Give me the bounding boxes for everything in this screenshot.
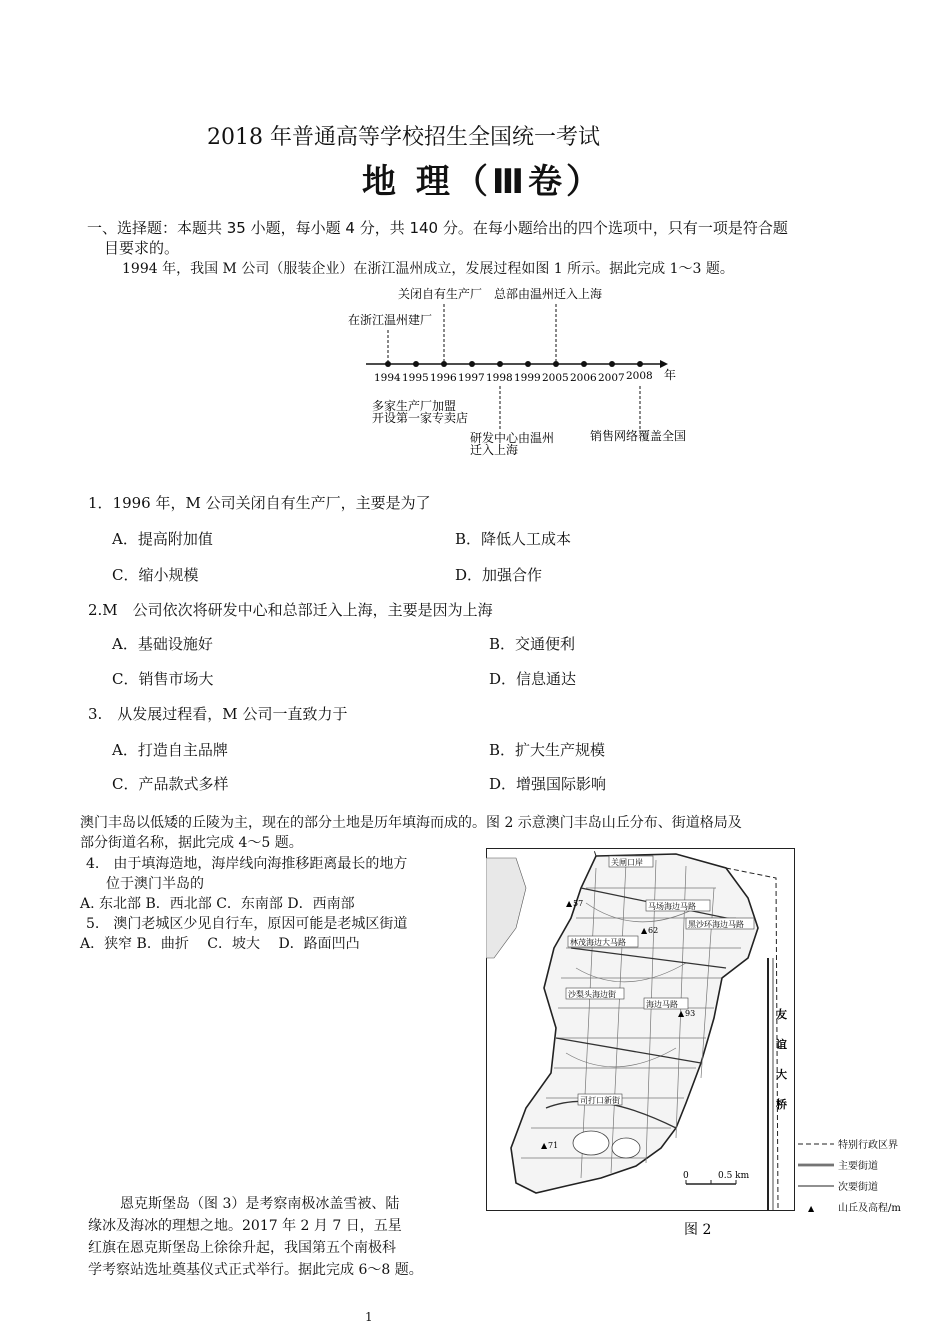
street-label: 关闸口岸: [611, 858, 643, 867]
question-2-option-b: B．交通便利: [489, 635, 576, 653]
hill-icon: ▲: [678, 1009, 685, 1018]
question-1-option-a: A．提高附加值: [112, 530, 213, 548]
street-label: 沙梨头海边街: [568, 990, 616, 999]
timeline-figure: [340, 282, 720, 462]
question-2-stem: 2.M 公司依次将研发中心和总部迁入上海，主要是因为上海: [88, 601, 493, 619]
event-hq-move: 总部由温州迁入上海: [494, 287, 603, 301]
year-label: 1997: [458, 372, 485, 384]
question-1-option-d: D．加强合作: [455, 566, 543, 584]
hill-icon: ▲: [541, 1141, 548, 1150]
hill-height: 93: [685, 1009, 696, 1018]
year-label: 2006: [570, 372, 597, 384]
bridge-label: 谊: [776, 1038, 787, 1051]
antarctica-line1: 恩克斯堡岛（图 3）是考察南极冰盖雪被、陆: [120, 1196, 400, 1212]
question-4-line1: 4. 由于填海造地，海岸线向海推移距离最长的地方: [86, 856, 408, 872]
question-4-line2: 位于澳门半岛的: [106, 876, 204, 892]
year-label: 1995: [402, 372, 429, 384]
year-label: 1996: [430, 372, 457, 384]
scale-distance: 0.5 km: [718, 1171, 750, 1181]
macau-intro-line1: 澳门丰岛以低矮的丘陵为主，现在的部分土地是历年填海而成的。图 2 示意澳门丰岛山丘分布、街道格局及: [80, 815, 742, 831]
antarctica-line4: 学考察站选址奠基仪式正式举行。据此完成 6～8 题。: [88, 1262, 423, 1278]
map-legend: [798, 1138, 901, 1214]
map-caption: 图 2: [684, 1222, 712, 1238]
question-2-option-a: A．基础设施好: [112, 635, 213, 653]
question-3-option-b: B．扩大生产规模: [489, 741, 606, 759]
year-label: 2007: [598, 372, 625, 384]
question-3-option-a: A．打造自主品牌: [112, 741, 228, 759]
hill-icon: ▲: [566, 899, 573, 908]
year-unit: 年: [664, 368, 677, 382]
question-2-option-c: C．销售市场大: [112, 670, 214, 688]
question-3-option-c: C．产品款式多样: [112, 775, 229, 793]
year-label: 1994: [374, 372, 401, 384]
hill-height: 62: [648, 926, 659, 935]
year-label: 1999: [514, 372, 541, 384]
event-network: 销售网络覆盖全国: [590, 429, 687, 443]
event-rd-line2: 迁入上海: [470, 443, 519, 457]
bridge-label: 桥: [776, 1098, 787, 1111]
question-1-option-b: B．降低人工成本: [455, 530, 572, 548]
street-label: 司打口新街: [580, 1096, 620, 1105]
section-heading-line2: 目要求的。: [104, 239, 180, 257]
question-1-stem: 1．1996 年，M 公司关闭自有生产厂，主要是为了: [88, 494, 431, 512]
event-close-factory: 关闭自有生产厂: [398, 287, 483, 301]
event-founded: 在浙江温州建厂: [348, 313, 433, 327]
macau-map-figure: [486, 848, 914, 1240]
street-label: 黑沙环海边马路: [688, 920, 744, 929]
exam-title: 2018 年普通高等学校招生全国统一考试: [207, 125, 600, 150]
question-2-option-d: D．信息通达: [489, 670, 577, 688]
year-label: 2005: [542, 372, 569, 384]
bridge-label: 友: [776, 1008, 787, 1021]
legend-boundary: 特别行政区界: [838, 1140, 898, 1151]
question-1-option-c: C．缩小规模: [112, 566, 199, 584]
street-label: 马场海边马路: [648, 902, 696, 911]
street-label: 林茂海边大马路: [570, 938, 626, 947]
event-join-line1: 多家生产厂加盟: [372, 399, 457, 413]
legend-secondary-street: 次要街道: [838, 1182, 878, 1193]
question-3-option-d: D．增强国际影响: [489, 775, 607, 793]
year-label: 1998: [486, 372, 513, 384]
question-5-line1: 5. 澳门老城区少见自行车，原因可能是老城区街道: [86, 916, 408, 932]
question-3-stem: 3. 从发展过程看，M 公司一直致力于: [88, 705, 348, 723]
section-heading-line1: 一、选择题：本题共 35 小题，每小题 4 分，共 140 分。在每小题给出的四个选项中，只有一项是符合题: [87, 219, 788, 237]
bridge-label: 大: [776, 1068, 787, 1081]
page-number: 1: [365, 1310, 373, 1324]
section-intro: 1994 年，我国 M 公司（服装企业）在浙江温州成立，发展过程如图 1 所示。据此完成 1～3 题。: [122, 261, 734, 277]
street-label: 海边马路: [646, 1000, 678, 1009]
antarctica-line3: 红旗在恩克斯堡岛上徐徐升起，我国第五个南极科: [88, 1240, 396, 1256]
event-rd-line1: 研发中心由温州: [470, 431, 555, 445]
hill-height: 57: [573, 899, 584, 908]
question-4-options: A. 东北部 B．西北部 C．东南部 D．西南部: [80, 896, 355, 912]
hill-height: 71: [548, 1141, 559, 1150]
subject-title: 地 理（Ⅲ卷）: [362, 162, 604, 202]
event-join-line2: 开设第一家专卖店: [372, 411, 469, 425]
year-label: 2008: [626, 370, 653, 382]
hill-icon: ▲: [808, 1204, 815, 1213]
legend-main-street: 主要街道: [838, 1161, 878, 1172]
hill-icon: ▲: [641, 926, 648, 935]
legend-hill: 山丘及高程/m: [838, 1203, 901, 1214]
question-5-options: A．狭窄 B．曲折 C．坡大 D．路面凹凸: [80, 936, 360, 952]
macau-intro-line2: 部分街道名称，据此完成 4～5 题。: [80, 835, 303, 851]
antarctica-line2: 缘冰及海冰的理想之地。2017 年 2 月 7 日，五星: [88, 1218, 402, 1234]
scale-zero: 0: [683, 1171, 689, 1181]
